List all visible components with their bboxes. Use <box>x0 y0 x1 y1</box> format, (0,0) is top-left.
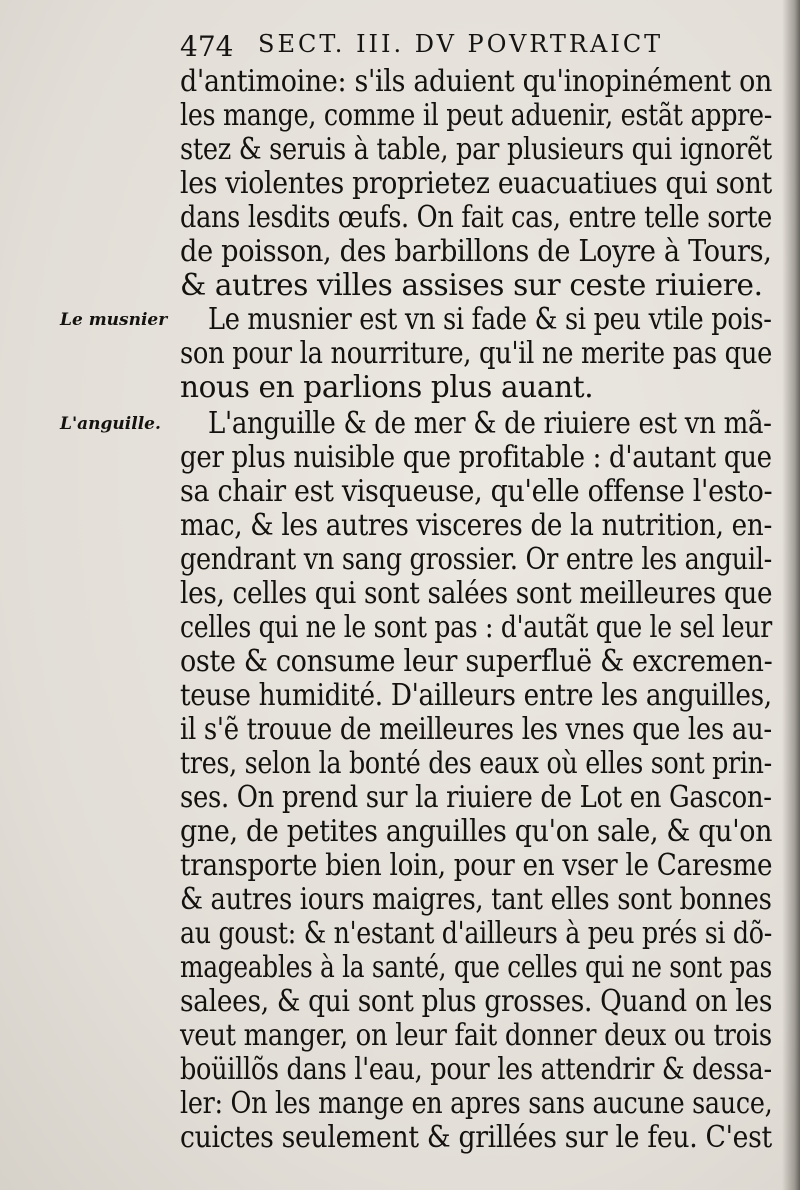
text-line: mac, & les autres visceres de la nutrition, en- <box>180 508 772 542</box>
text-line: & autres iours maigres, tant elles sont bonnes <box>180 882 772 916</box>
page-number: 474 <box>180 30 234 63</box>
text-line: oste & consume leur superfluë & excremen- <box>180 644 773 678</box>
text-line: transporte bien loin, pour en vser le Caresme <box>180 848 773 882</box>
text-line: salees, & qui sont plus grosses. Quand on les <box>180 984 773 1018</box>
text-line: les, celles qui sont salées sont meilleures que <box>180 576 773 610</box>
text-line: gendrant vn sang grossier. Or entre les anguil- <box>180 542 772 576</box>
text-line: cuictes seulement & grillées sur le feu. C'est <box>180 1120 772 1154</box>
text-line: Le musnier est vn si fade & si peu vtile pois- <box>208 302 772 336</box>
text-line: d'antimoine: s'ils aduient qu'inopinément on <box>180 64 773 98</box>
text-line: son pour la nourriture, qu'il ne merite pas que <box>180 336 773 370</box>
text-line: veut manger, on leur fait donner deux ou trois <box>180 1018 772 1052</box>
text-line: L'anguille & de mer & de riuiere est vn mã- <box>208 406 772 440</box>
text-line: nous en parlions plus auant. <box>180 370 594 404</box>
page-edge-shadow <box>782 0 800 1190</box>
text-line: il s'ẽ trouue de meilleures les vnes que les au- <box>180 712 772 746</box>
text-line: boüillõs dans l'eau, pour les attendrir & dessa- <box>180 1052 772 1086</box>
text-line: les mange, comme il peut aduenir, estãt appre- <box>180 98 773 132</box>
text-line: au goust: & n'estant d'ailleurs à peu prés si dõ- <box>180 916 772 950</box>
text-line: & autres villes assises sur ceste riuiere. <box>180 268 763 302</box>
margin-note-anguille: L'anguille. <box>60 414 161 434</box>
text-line: sa chair est visqueuse, qu'elle offense l'esto- <box>180 474 773 508</box>
text-line: ses. On prend sur la riuiere de Lot en Gascon- <box>180 780 772 814</box>
text-line: de poisson, des barbillons de Loyre à Tours, <box>180 234 772 268</box>
text-line: mageables à la santé, que celles qui ne sont pas <box>180 950 772 984</box>
running-head: SECT. III. DV POVRTRAICT <box>258 30 664 58</box>
page-header <box>180 28 780 64</box>
text-line: gne, de petites anguilles qu'on sale, & qu'on <box>180 814 773 848</box>
text-line: ler: On les mange en apres sans aucune sauce, <box>180 1086 773 1120</box>
text-line: teuse humidité. D'ailleurs entre les anguilles, <box>180 678 772 712</box>
text-line: tres, selon la bonté des eaux où elles sont prin- <box>180 746 772 780</box>
text-line: celles qui ne le sont pas : d'autãt que le sel leur <box>180 610 772 644</box>
text-line: stez & seruis à table, par plusieurs qui ignorẽt <box>180 132 772 166</box>
text-line: les violentes proprietez euacuatiues qui sont <box>180 166 772 200</box>
text-line: dans lesdits œufs. On fait cas, entre telle sorte <box>180 200 772 234</box>
margin-note-musnier: Le musnier <box>60 310 168 330</box>
text-line: ger plus nuisible que profitable : d'autant que <box>180 440 772 474</box>
